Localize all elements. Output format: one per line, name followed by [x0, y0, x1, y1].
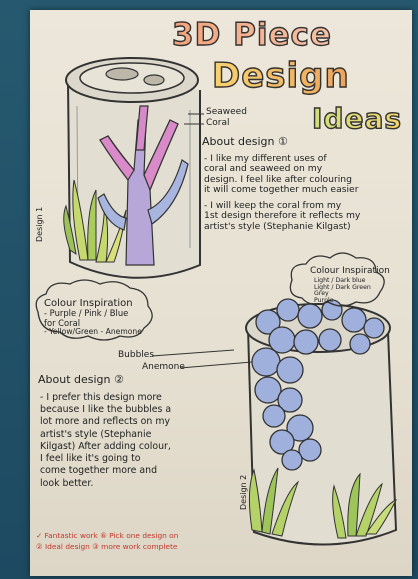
about-2-line: I feel like it's going to [40, 453, 141, 465]
colour-item: for Coral [44, 317, 81, 328]
colour-item: Purple [314, 296, 334, 304]
colour-inspiration-1-heading: Colour Inspiration [44, 298, 133, 309]
colour-inspiration-2-heading: Colour Inspiration [310, 266, 390, 276]
colour-item: Grey [314, 290, 329, 297]
colour-inspiration-1 [44, 298, 152, 337]
about-1-line: - I will keep the coral from my [204, 200, 342, 212]
title-line-3: Ideas [312, 102, 403, 135]
about-2-line: come together more and [40, 465, 158, 477]
sketchbook-page [30, 10, 412, 576]
about-design-2-text [40, 392, 240, 490]
design-1-side-label: Design 1 [35, 206, 44, 242]
colour-inspiration-2-list [314, 278, 371, 304]
about-1-line: artist's style (Stephanie Kilgast) [204, 220, 351, 232]
seaweed-label: Seaweed [206, 107, 247, 117]
about-design-1-text [204, 154, 410, 232]
about-1-line: - I like my different uses of [204, 153, 327, 164]
bubbles-label: Bubbles [118, 350, 155, 360]
about-2-line: look better. [40, 477, 94, 489]
title-line-2: Design [212, 56, 350, 96]
colour-item: - Purple / Pink / Blue [44, 308, 129, 319]
about-design-1-heading: About design ① [202, 135, 288, 148]
colour-item: - Yellow/Green - Anemone [44, 327, 142, 336]
colour-item: Light / Dark Green [314, 283, 371, 291]
about-2-line: lot more and reflects on my [40, 416, 170, 428]
about-2-line: - I prefer this design more [40, 392, 162, 403]
coral-label: Coral [206, 118, 230, 128]
title-line-1: 3D Piece [172, 17, 332, 53]
teacher-feedback [36, 530, 178, 552]
about-2-line: because I like the bubbles a [40, 404, 172, 416]
colour-item: Light / Dark blue [314, 277, 366, 284]
about-design-2-heading: About design ② [38, 373, 124, 386]
about-1-line: coral and seaweed on my [204, 163, 323, 175]
about-1-line: 1st design therefore it reflects my [204, 210, 361, 222]
about-1-line: it will come together much easier [204, 183, 359, 195]
anemone-label: Anemone [142, 362, 185, 372]
teacher-note-line: ✓ Fantastic work ⑥ Pick one design on [36, 531, 179, 540]
teacher-note-line: ② Ideal design ③ more work complete [36, 542, 178, 552]
about-2-line: Kilgast) After adding colour, [40, 440, 171, 452]
about-2-line: artist's style (Stephanie [40, 428, 152, 440]
about-1-line: design. I feel like after colouring [204, 173, 352, 185]
design-2-side-label: Design 2 [239, 474, 248, 510]
